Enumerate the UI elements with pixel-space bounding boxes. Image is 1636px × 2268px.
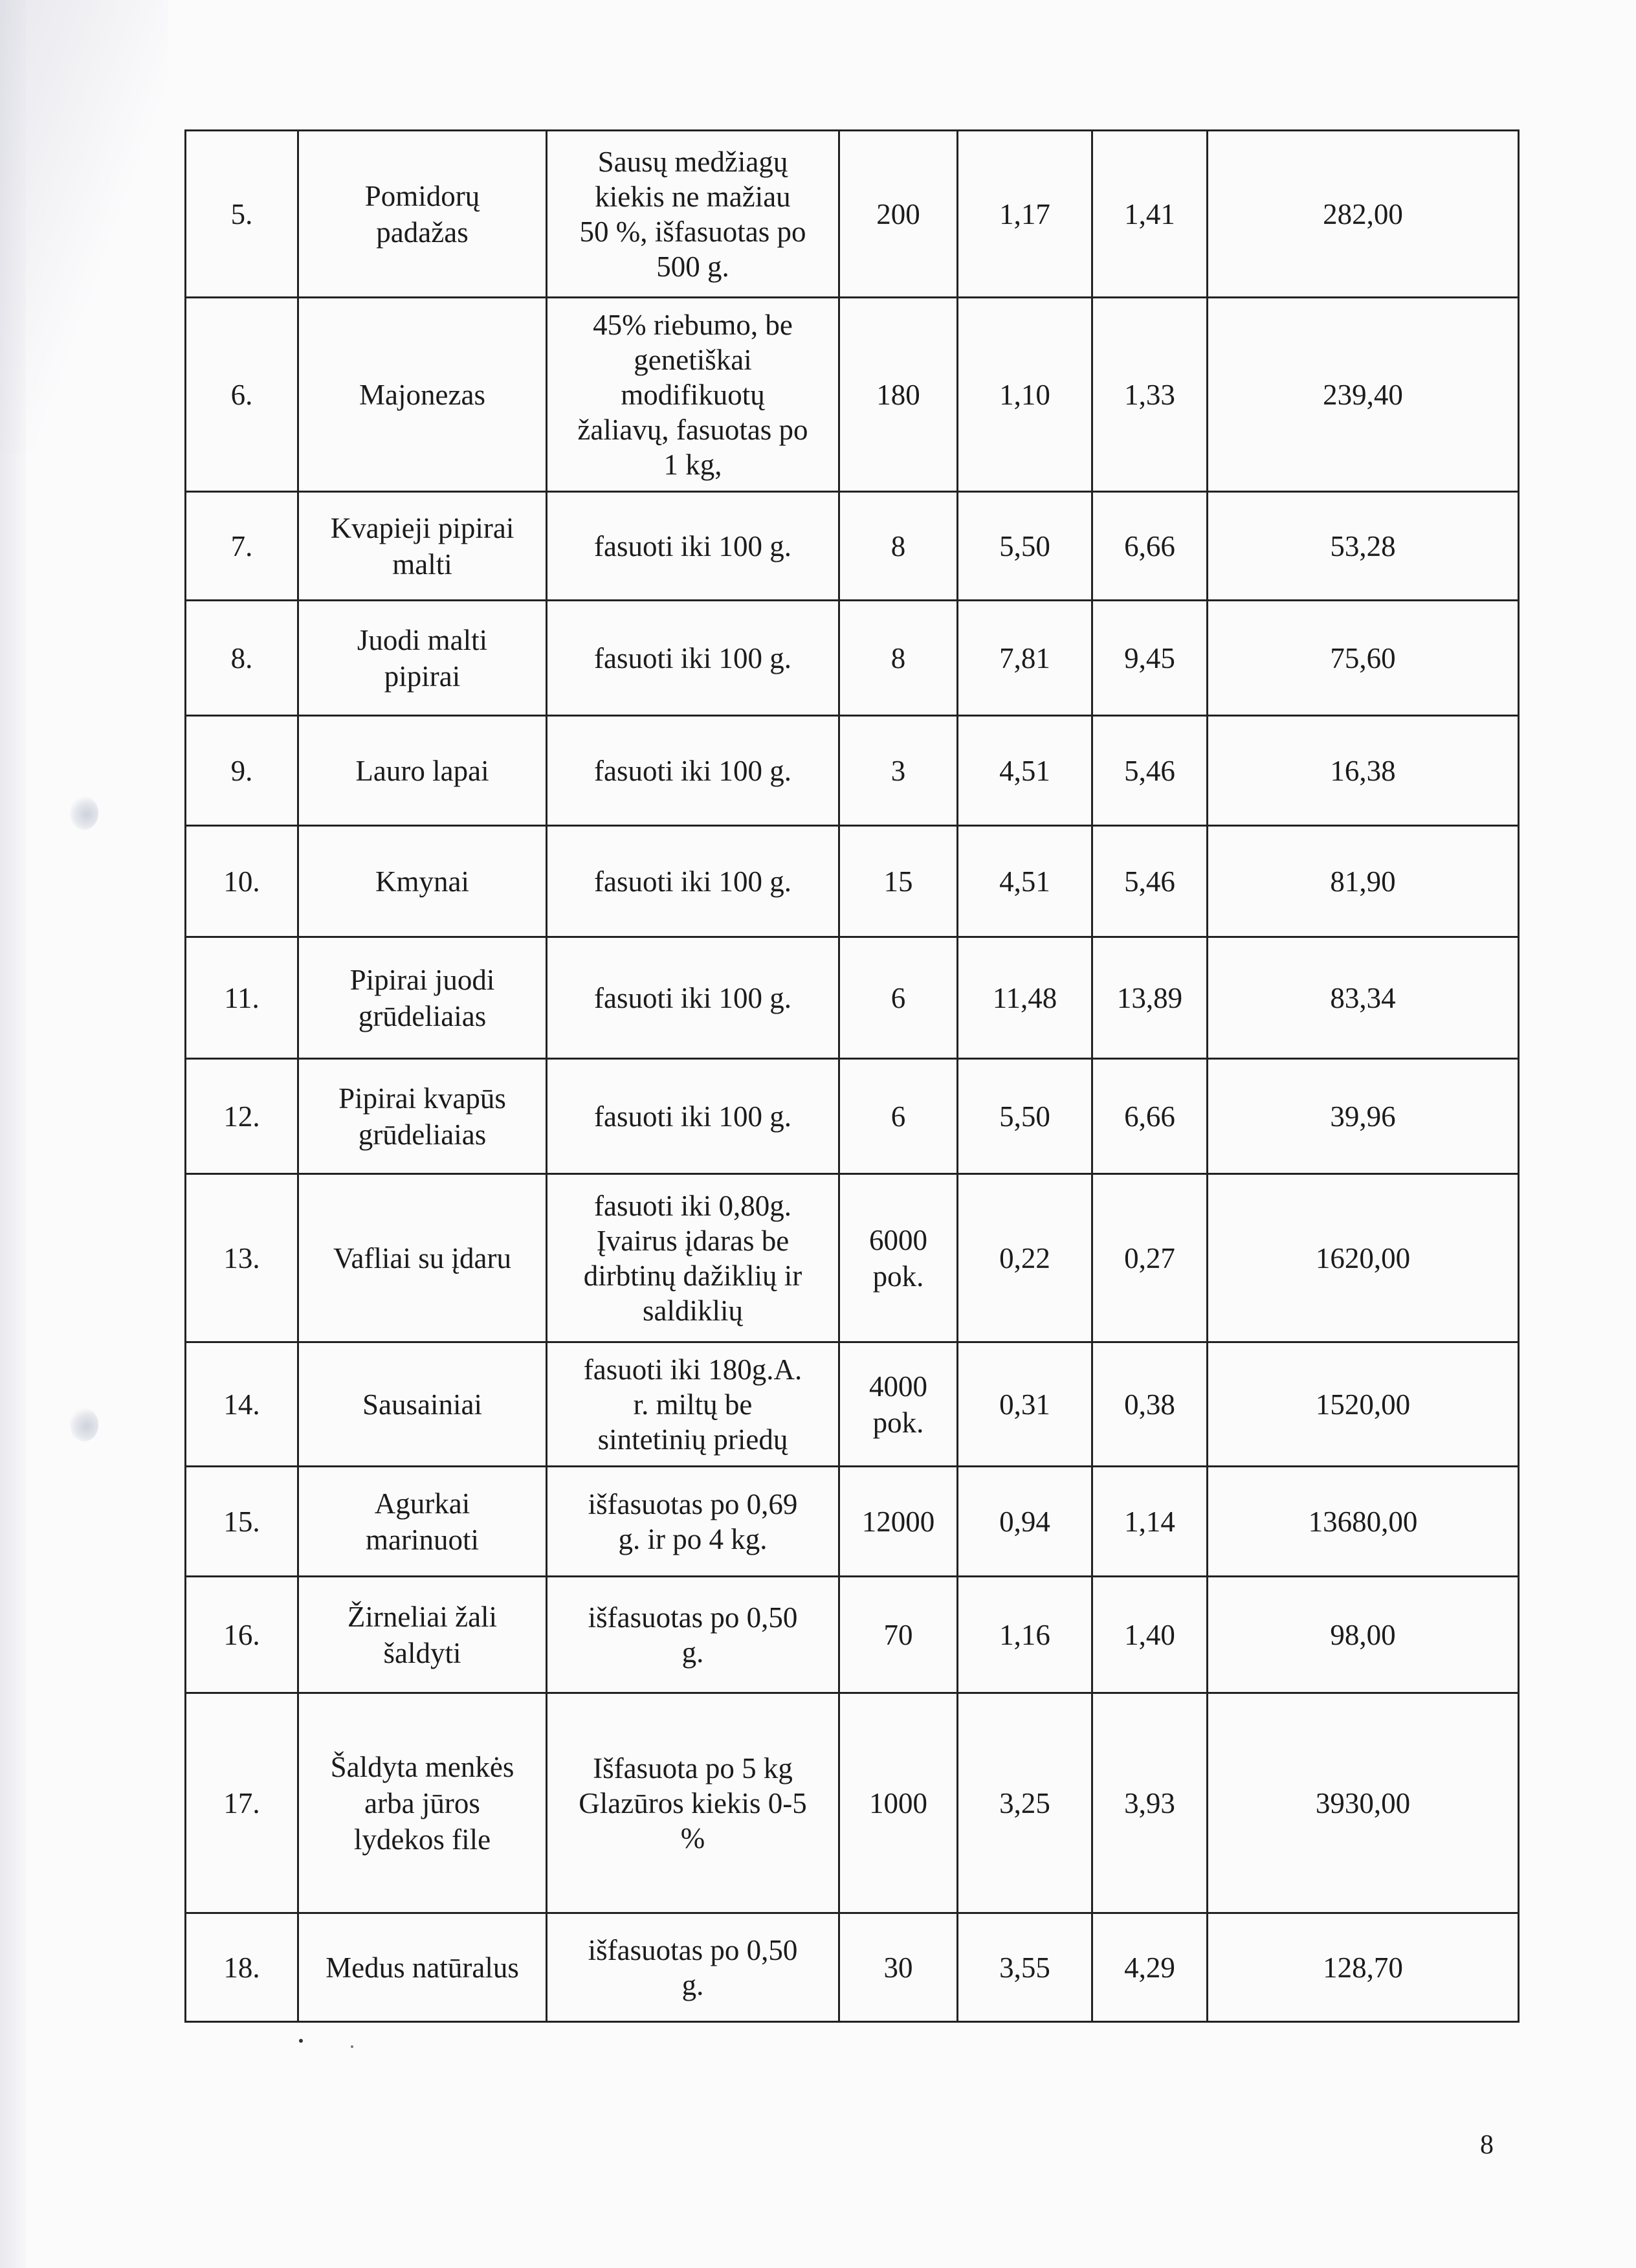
total-price: 128,70 <box>1208 1913 1519 2022</box>
scan-speck <box>351 2045 353 2048</box>
product-name: Šaldyta menkės arba jūros lydekos file <box>298 1693 547 1913</box>
unit-price-vat: 3,93 <box>1092 1693 1208 1913</box>
unit-price: 3,55 <box>958 1913 1092 2022</box>
product-name: Kmynai <box>298 826 547 937</box>
product-description: fasuoti iki 100 g. <box>547 826 839 937</box>
unit-price-vat: 13,89 <box>1092 937 1208 1059</box>
unit-price-vat: 1,14 <box>1092 1467 1208 1577</box>
product-name: Medus natūralus <box>298 1913 547 2022</box>
total-price: 83,34 <box>1208 937 1519 1059</box>
quantity: 4000 pok. <box>839 1342 958 1467</box>
table-row <box>186 1059 1519 1174</box>
unit-price-vat: 4,29 <box>1092 1913 1208 2022</box>
row-number: 17. <box>186 1693 298 1913</box>
page-number: 8 <box>1480 2130 1494 2160</box>
row-number: 11. <box>186 937 298 1059</box>
table-row <box>186 1174 1519 1342</box>
row-number: 7. <box>186 492 298 601</box>
unit-price: 0,31 <box>958 1342 1092 1467</box>
quantity: 6 <box>839 937 958 1059</box>
unit-price-vat: 0,38 <box>1092 1342 1208 1467</box>
quantity: 30 <box>839 1913 958 2022</box>
total-price: 13680,00 <box>1208 1467 1519 1577</box>
row-number: 10. <box>186 826 298 937</box>
unit-price-vat: 0,27 <box>1092 1174 1208 1342</box>
table-row <box>186 1342 1519 1467</box>
table-row <box>186 1467 1519 1577</box>
total-price: 39,96 <box>1208 1059 1519 1174</box>
unit-price-vat: 1,41 <box>1092 131 1208 298</box>
quantity: 6000 pok. <box>839 1174 958 1342</box>
total-price: 239,40 <box>1208 298 1519 492</box>
quantity: 200 <box>839 131 958 298</box>
products-table-body <box>186 131 1519 2022</box>
product-description: fasuoti iki 100 g. <box>547 937 839 1059</box>
quantity: 3 <box>839 716 958 826</box>
total-price: 98,00 <box>1208 1577 1519 1693</box>
product-name: Pipirai juodi grūdeliaias <box>298 937 547 1059</box>
row-number: 12. <box>186 1059 298 1174</box>
unit-price-vat: 1,40 <box>1092 1577 1208 1693</box>
table-row <box>186 1577 1519 1693</box>
product-name: Sausainiai <box>298 1342 547 1467</box>
product-name: Pipirai kvapūs grūdeliaias <box>298 1059 547 1174</box>
row-number: 14. <box>186 1342 298 1467</box>
product-name: Vafliai su įdaru <box>298 1174 547 1342</box>
punch-hole <box>70 796 98 830</box>
paper-fold-shadow <box>0 0 168 453</box>
product-description: fasuoti iki 0,80g. Įvairus įdaras be dirbtinų dažiklių ir saldiklių <box>547 1174 839 1342</box>
product-description: Sausų medžiagų kiekis ne mažiau 50 %, išfasuotas po 500 g. <box>547 131 839 298</box>
product-name: Juodi malti pipirai <box>298 601 547 716</box>
quantity: 1000 <box>839 1693 958 1913</box>
scan-speck <box>299 2039 303 2043</box>
total-price: 1520,00 <box>1208 1342 1519 1467</box>
product-description: fasuoti iki 100 g. <box>547 492 839 601</box>
quantity: 180 <box>839 298 958 492</box>
products-table <box>184 129 1520 2023</box>
product-description: išfasuotas po 0,69 g. ir po 4 kg. <box>547 1467 839 1577</box>
unit-price-vat: 9,45 <box>1092 601 1208 716</box>
row-number: 18. <box>186 1913 298 2022</box>
unit-price: 0,22 <box>958 1174 1092 1342</box>
table-row <box>186 1693 1519 1913</box>
quantity: 8 <box>839 492 958 601</box>
quantity: 6 <box>839 1059 958 1174</box>
unit-price: 11,48 <box>958 937 1092 1059</box>
unit-price: 5,50 <box>958 492 1092 601</box>
table-row <box>186 131 1519 298</box>
row-number: 8. <box>186 601 298 716</box>
row-number: 5. <box>186 131 298 298</box>
product-description: išfasuotas po 0,50 g. <box>547 1913 839 2022</box>
quantity: 12000 <box>839 1467 958 1577</box>
product-description: fasuoti iki 180g.A. r. miltų be sintetinių priedų <box>547 1342 839 1467</box>
quantity: 70 <box>839 1577 958 1693</box>
product-name: Žirneliai žali šaldyti <box>298 1577 547 1693</box>
product-description: 45% riebumo, be genetiškai modifikuotų žaliavų, fasuotas po 1 kg, <box>547 298 839 492</box>
total-price: 1620,00 <box>1208 1174 1519 1342</box>
product-description: fasuoti iki 100 g. <box>547 1059 839 1174</box>
unit-price: 7,81 <box>958 601 1092 716</box>
total-price: 282,00 <box>1208 131 1519 298</box>
unit-price: 5,50 <box>958 1059 1092 1174</box>
product-description: išfasuotas po 0,50 g. <box>547 1577 839 1693</box>
unit-price: 1,16 <box>958 1577 1092 1693</box>
row-number: 16. <box>186 1577 298 1693</box>
product-name: Majonezas <box>298 298 547 492</box>
total-price: 16,38 <box>1208 716 1519 826</box>
unit-price: 1,10 <box>958 298 1092 492</box>
product-name: Lauro lapai <box>298 716 547 826</box>
unit-price: 4,51 <box>958 826 1092 937</box>
total-price: 53,28 <box>1208 492 1519 601</box>
product-description: fasuoti iki 100 g. <box>547 601 839 716</box>
table-row <box>186 1913 1519 2022</box>
total-price: 75,60 <box>1208 601 1519 716</box>
unit-price-vat: 1,33 <box>1092 298 1208 492</box>
table-row <box>186 716 1519 826</box>
product-description: Išfasuota po 5 kg Glazūros kiekis 0-5 % <box>547 1693 839 1913</box>
row-number: 6. <box>186 298 298 492</box>
product-name: Pomidorų padažas <box>298 131 547 298</box>
product-name: Agurkai marinuoti <box>298 1467 547 1577</box>
table-row <box>186 298 1519 492</box>
total-price: 81,90 <box>1208 826 1519 937</box>
product-description: fasuoti iki 100 g. <box>547 716 839 826</box>
table-row <box>186 492 1519 601</box>
row-number: 9. <box>186 716 298 826</box>
unit-price-vat: 6,66 <box>1092 1059 1208 1174</box>
table-row <box>186 937 1519 1059</box>
total-price: 3930,00 <box>1208 1693 1519 1913</box>
unit-price: 1,17 <box>958 131 1092 298</box>
quantity: 15 <box>839 826 958 937</box>
quantity: 8 <box>839 601 958 716</box>
product-name: Kvapieji pipirai malti <box>298 492 547 601</box>
unit-price-vat: 5,46 <box>1092 826 1208 937</box>
unit-price-vat: 6,66 <box>1092 492 1208 601</box>
unit-price: 0,94 <box>958 1467 1092 1577</box>
unit-price: 3,25 <box>958 1693 1092 1913</box>
table-row <box>186 601 1519 716</box>
table-row <box>186 826 1519 937</box>
unit-price-vat: 5,46 <box>1092 716 1208 826</box>
row-number: 13. <box>186 1174 298 1342</box>
unit-price: 4,51 <box>958 716 1092 826</box>
punch-hole <box>70 1408 98 1441</box>
row-number: 15. <box>186 1467 298 1577</box>
